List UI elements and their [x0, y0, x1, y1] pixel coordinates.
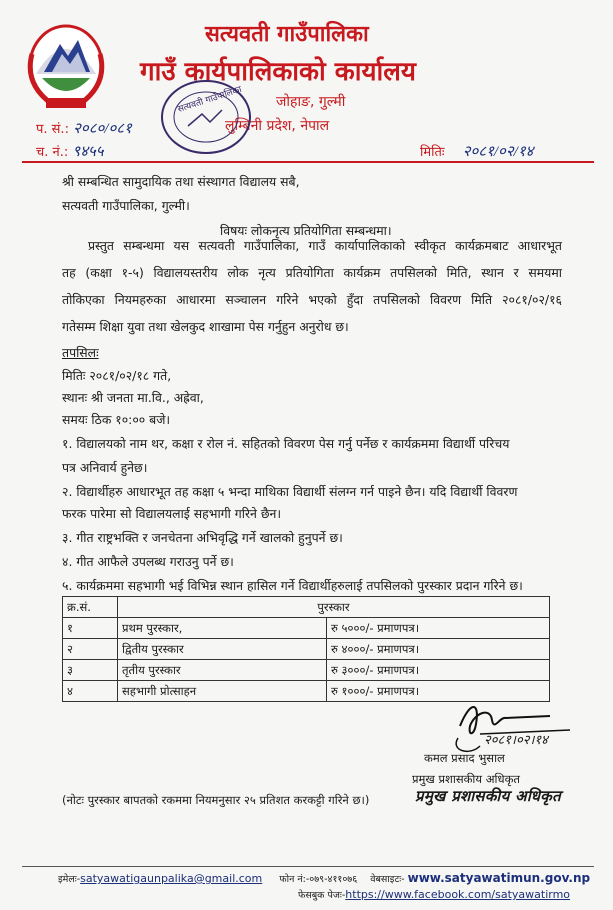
stamp-text: सत्यवती गाउँपालिका [176, 84, 244, 115]
dispatch-number-label: च. नं.: [36, 145, 69, 160]
dispatch-number [36, 141, 104, 161]
table-row [63, 618, 550, 639]
row-prize-amount: रु ३०००/- प्रमाणपत्र। [327, 660, 550, 681]
table-row [63, 660, 550, 681]
email-label: इमेलः- [58, 874, 81, 885]
website-label: वेबसाइटः- [370, 874, 405, 885]
row-prize-amount: रु १०००/- प्रमाणपत्र। [327, 681, 550, 702]
signer-name: कमल प्रसाद भुसाल [424, 751, 505, 765]
facebook-label: फेसबुक पेजः- [298, 890, 346, 901]
column-header-prize: पुरस्कार [118, 597, 550, 618]
email-link[interactable]: satyawatigaunpalika@gmail.com [80, 872, 263, 885]
rule-2-line-2: फरक पारेमा सो विद्यालयलाई सहभागी गरिने छैन। [62, 506, 282, 521]
rule-2-line-1: २. विद्यार्थीहरु आधारभूत तह कक्षा ५ भन्दा माथिका विद्यार्थी संलग्न गर्न पाइने छैन। यदि विद्यार्थी विवरण [62, 484, 518, 499]
row-prize-amount: रु ४०००/- प्रमाणपत्र। [327, 639, 550, 660]
row-prize-name: द्वितीय पुरस्कार [118, 639, 327, 660]
phone-number: फोन नं:-०७९-४११०७६ [279, 874, 358, 885]
office-province: लुम्बिनी प्रदेश, नेपाल [225, 118, 330, 134]
row-serial: ३ [63, 660, 118, 681]
paragraph-line: प्रस्तुत सम्बन्धमा यस सत्यवती गाउँपालिका, गाउँ कार्यापालिकाको स्वीकृत कार्यक्रमबाट आधारभूत [88, 238, 562, 253]
addressee-line-2: सत्यवती गाउँपालिका, गुल्मी। [62, 198, 190, 213]
letter-number-label: प. सं.: [36, 122, 69, 137]
details-heading: तपसिलः [62, 345, 99, 360]
paragraph-line: गतेसम्म शिक्षा युवा तथा खेलकुद शाखामा पेस गर्नुहुन अनुरोध छ। [62, 319, 349, 334]
column-header-serial: क्र.सं. [63, 597, 118, 618]
letter-number [36, 118, 132, 138]
letter-number-value: २०८०/०८१ [73, 121, 132, 137]
rule-1-line-2: पत्र अनिवार्य हुनेछ। [62, 460, 148, 475]
letter-subject: विषयः लोकनृत्य प्रतियोगिता सम्बन्धमा। [220, 223, 392, 238]
addressee-line-1: श्री सम्बन्धित सामुदायिक तथा संस्थागत विद्यालय सबै, [62, 174, 300, 189]
event-date: मितिः २०८१/०२/१८ गते, [62, 368, 172, 383]
prize-table [62, 596, 550, 702]
rule-3: ३. गीत राष्ट्रभक्ति र जनचेतना अभिवृद्धि गर्ने खालको हुनुपर्ने छ। [62, 530, 343, 545]
rule-5: ५. कार्यक्रममा सहभागी भई विभिन्न स्थान हासिल गर्ने विद्यार्थीहरुलाई तपसिलको पुरस्कार प्रदान गरिने छ। [62, 578, 523, 593]
paragraph-line: तह (कक्षा १-५) विद्यालयस्तरीय लोक नृत्य प्रतियोगिता कार्यक्रम तपसिलको मिति, स्थान र समयमा [62, 265, 562, 280]
footer-contacts [58, 871, 590, 885]
header-divider [22, 161, 594, 163]
municipality-name: सत्यवती गाउँपालिका [205, 22, 369, 47]
row-prize-name: प्रथम पुरस्कार, [118, 618, 327, 639]
tax-note: (नोटः पुरस्कार बापतको रकममा नियमनुसार २५ प्रतिशत करकट्टी गरिने छ।) [62, 793, 370, 807]
facebook-link[interactable]: https://www.facebook.com/satyawatirmo [345, 888, 571, 901]
title-seal: प्रमुख प्रशासकीय अधिकृत [415, 787, 561, 805]
paragraph-line: तोकिएका नियमहरुका आधारमा सञ्चालन गरिने भएको हुँदा तपसिलको विवरण मिति २०८१/०२/१६ [62, 292, 562, 307]
letter-date-label: मितिः [420, 145, 445, 160]
event-time: समयः ठिक १०:०० बजे। [62, 412, 171, 427]
rule-4: ४. गीत आफैले उपलब्ध गराउनु पर्ने छ। [62, 554, 234, 569]
event-place: स्थानः श्री जनता मा.वि., अह्रेवा, [62, 390, 204, 405]
footer-divider [22, 866, 594, 867]
table-row [63, 639, 550, 660]
website-link[interactable]: www.satyawatimun.gov.np [407, 871, 591, 885]
row-serial: ४ [63, 681, 118, 702]
body-paragraph [62, 232, 562, 340]
office-name: गाउँ कार्यपालिकाको कार्यालय [140, 57, 416, 87]
row-prize-name: तृतीय पुरस्कार [118, 660, 327, 681]
nepal-emblem-icon [22, 14, 110, 114]
table-header-row [63, 597, 550, 618]
row-serial: १ [63, 618, 118, 639]
signer-title: प्रमुख प्रशासकीय अधिकृत [412, 772, 520, 786]
letter-date [420, 141, 533, 161]
rule-1-line-1: १. विद्यालयको नाम थर, कक्षा र रोल नं. सहितको विवरण पेस गर्नु पर्नेछ र कार्यक्रममा विद्यार्थी परिचय [62, 436, 510, 451]
footer-facebook [298, 888, 570, 901]
dispatch-number-value: ९४५५ [72, 144, 104, 160]
signature-date: २०८१।०२।१४ [484, 733, 548, 748]
row-prize-amount: रु ५०००/- प्रमाणपत्र। [327, 618, 550, 639]
row-prize-name: सहभागी प्रोत्साहन [118, 681, 327, 702]
row-serial: २ [63, 639, 118, 660]
office-location: जोहाङ, गुल्मी [276, 94, 346, 110]
letter-date-value: २०८१/०२/१४ [462, 144, 534, 160]
